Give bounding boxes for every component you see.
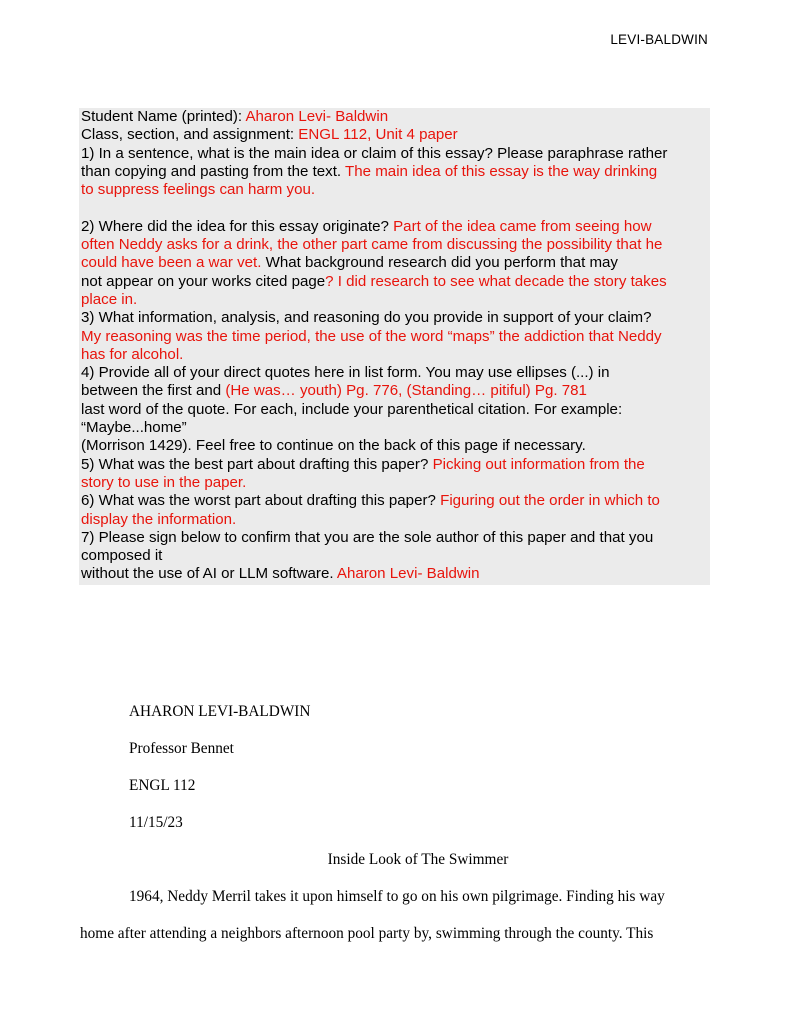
answer-1-text: The main idea of this essay is the way drinking — [345, 162, 658, 180]
class-label: Class, section, and assignment: — [81, 126, 299, 144]
answer-3-line-2: has for alcohol. — [81, 345, 184, 363]
question-4-line-3: last word of the quote. For each, include your parenthetical citation. For example: — [81, 400, 623, 418]
question-7-line-2: composed it — [81, 547, 163, 565]
question-5-text: 5) What was the best part about drafting this paper? — [81, 455, 433, 473]
question-4-line-5: (Morrison 1429). Feel free to continue on the back of this page if necessary. — [81, 437, 586, 455]
question-2-line-1 — [81, 218, 710, 236]
answer-5-line-2: story to use in the paper. — [81, 473, 247, 491]
body-line-2: home after attending a neighbors afternoon pool party by, swimming through the county. This — [80, 925, 654, 942]
answer-2b-text: ? I did research to see what decade the story takes — [325, 272, 667, 290]
essay-title: Inside Look of The Swimmer — [327, 851, 509, 868]
signature-text: Aharon Levi- Baldwin — [336, 565, 480, 583]
answer-3-line-1: My reasoning was the time period, the use of the word “maps” the addiction that Neddy — [81, 327, 662, 345]
answer-2-line-2: often Neddy asks for a drink, the other part came from discussing the possibility that he — [81, 236, 663, 254]
student-name-label: Student Name (printed): — [81, 108, 246, 125]
question-7-line-3 — [81, 565, 710, 583]
class-line — [81, 126, 710, 144]
student-name-line — [81, 108, 710, 126]
body-line-1: 1964, Neddy Merril takes it upon himself to go on his own pilgrimage. Finding his way — [129, 888, 665, 905]
essay-date: 11/15/23 — [129, 814, 183, 831]
answer-2-text-end: could have been a war vet. — [81, 254, 266, 272]
author-name: AHARON LEVI-BALDWIN — [129, 703, 311, 720]
question-3-line-1: 3) What information, analysis, and reasoning do you provide in support of your claim? — [81, 309, 652, 327]
question-2-line-3 — [81, 254, 710, 272]
question-1-line-2 — [81, 163, 710, 181]
question-2-text: 2) Where did the idea for this essay originate? — [81, 217, 394, 235]
answer-2-text: Part of the idea came from seeing how — [393, 217, 652, 235]
professor-name: Professor Bennet — [129, 740, 234, 757]
running-head: LEVI-BALDWIN — [610, 32, 708, 47]
question-4-line-4: “Maybe...home” — [81, 419, 187, 437]
answer-4-quotes: (He was… youth) Pg. 776, (Standing… pitiful) Pg. 781 — [225, 382, 587, 400]
question-2-followup-end: not appear on your works cited page — [81, 272, 326, 290]
answer-6-line-2: display the information. — [81, 510, 237, 528]
question-4-line-1: 4) Provide all of your direct quotes here in list form. You may use ellipses (...) in — [81, 364, 610, 382]
question-4-text: between the first and — [81, 382, 226, 400]
question-6-text: 6) What was the worst part about drafting this paper? — [81, 492, 441, 510]
question-7-text: without the use of AI or LLM software. — [81, 565, 337, 583]
student-name-value: Aharon Levi- Baldwin — [245, 108, 389, 125]
question-2-followup: What background research did you perform that may — [265, 254, 618, 272]
question-4-line-2 — [81, 382, 710, 400]
question-1-line-1: 1) In a sentence, what is the main idea or claim of this essay? Please paraphrase rather — [81, 144, 668, 162]
cover-sheet — [79, 108, 710, 585]
course-name: ENGL 112 — [129, 777, 196, 794]
question-2-line-4 — [81, 273, 710, 291]
answer-5-text: Picking out information from the — [432, 455, 645, 473]
spacer — [81, 199, 710, 217]
class-value: ENGL 112, Unit 4 paper — [298, 126, 458, 144]
question-1-text: than copying and pasting from the text. — [81, 162, 346, 180]
answer-6-text: Figuring out the order in which to — [440, 492, 660, 510]
question-7-line-1: 7) Please sign below to confirm that you are the sole author of this paper and that you — [81, 528, 654, 546]
question-5-line-1 — [81, 456, 710, 474]
question-6-line-1 — [81, 492, 710, 510]
answer-2b-line-2: place in. — [81, 290, 138, 308]
answer-1-line-2: to suppress feelings can harm you. — [81, 181, 316, 199]
